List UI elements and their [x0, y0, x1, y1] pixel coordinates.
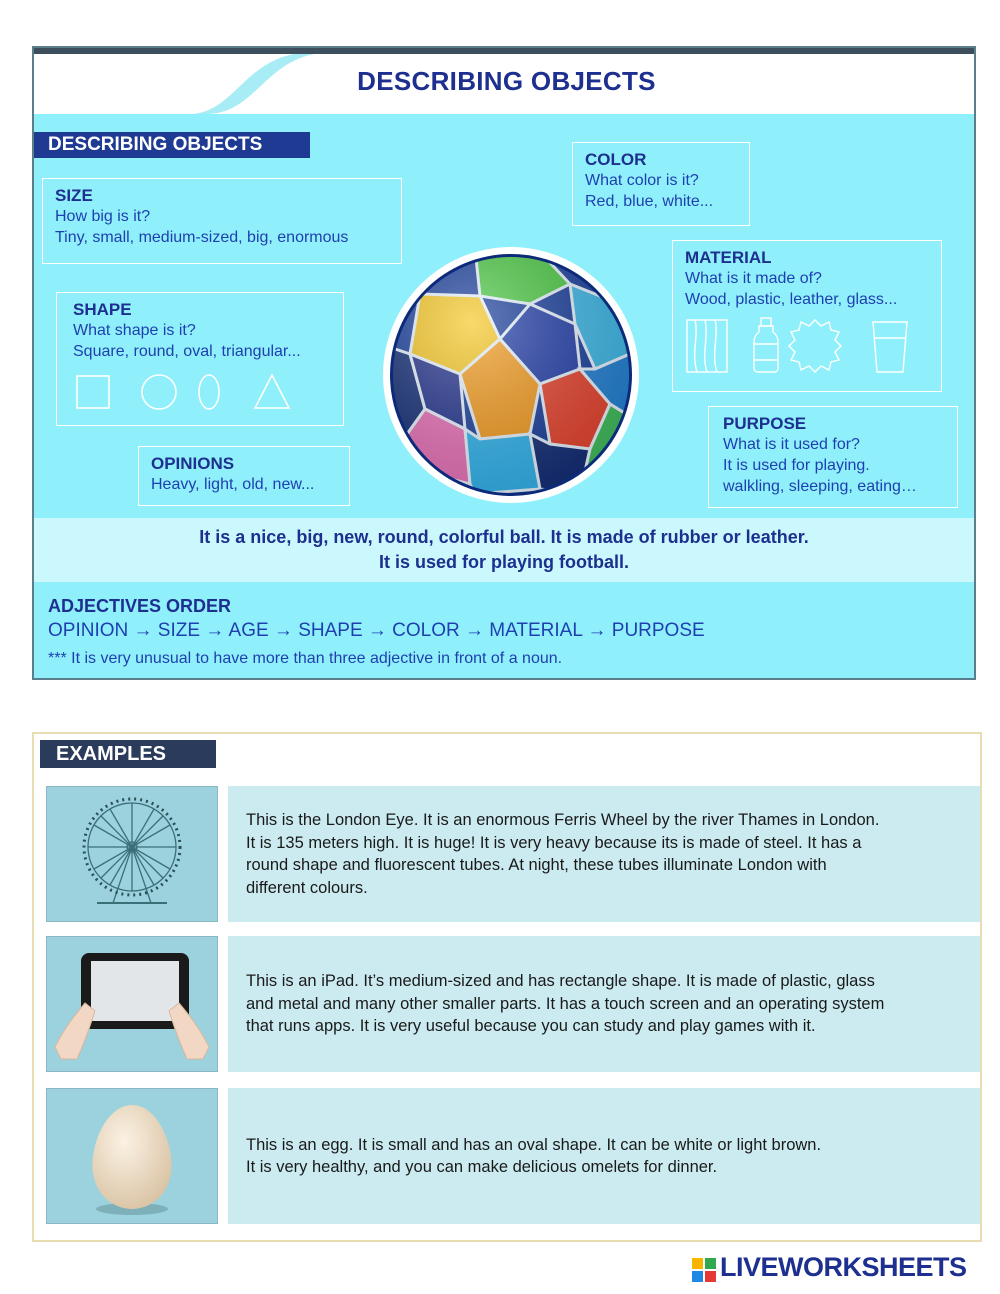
material-icons — [683, 316, 933, 378]
color-question: What color is it? — [585, 172, 699, 189]
material-heading: MATERIAL — [685, 248, 772, 267]
panel-header — [34, 48, 974, 114]
example-text-3: This is an egg. It is small and has an oval shape. It can be white or light brown. It is very healthy, and you can make delicious omelets for dinner. — [246, 1135, 822, 1176]
egg-icon — [47, 1089, 217, 1223]
color-box — [572, 142, 750, 226]
shape-examples: Square, round, oval, triangular... — [73, 343, 301, 360]
ipad-image — [46, 936, 218, 1072]
size-examples: Tiny, small, medium-sized, big, enormous — [55, 229, 349, 246]
material-examples: Wood, plastic, leather, glass... — [685, 291, 898, 308]
purpose-line1: It is used for playing. — [723, 457, 870, 474]
example-text-1: This is the London Eye. It is an enormous Ferris Wheel by the river Thames in London. It is 135 meters high. It is huge! It is very heavy because its is made of steel. It has a round shape and fluorescent tubes. At night, these tubes illuminate London with different colours. — [246, 811, 880, 897]
oval-icon — [199, 375, 219, 409]
section-title: DESCRIBING OBJECTS — [34, 132, 310, 158]
purpose-box — [708, 406, 958, 508]
material-question: What is it made of? — [685, 270, 822, 287]
size-heading: SIZE — [55, 186, 93, 205]
football-image — [380, 244, 642, 506]
opinions-examples: Heavy, light, old, new... — [151, 476, 315, 493]
adjectives-order-title: ADJECTIVES ORDER — [48, 596, 232, 616]
footer-brand: LIVEWORKSHEETS — [720, 1252, 967, 1282]
london-eye-image — [46, 786, 218, 922]
color-examples: Red, blue, white... — [585, 193, 714, 210]
color-heading: COLOR — [585, 150, 647, 169]
shape-box — [56, 292, 344, 426]
leather-icon — [789, 320, 841, 372]
example-egg — [228, 1088, 980, 1224]
examples-tab: EXAMPLES — [40, 740, 216, 768]
adjectives-order-sequence: OPINION → SIZE → AGE → SHAPE → COLOR → MATERIAL → PURPOSE — [48, 620, 705, 641]
examples-panel — [32, 732, 982, 1242]
circle-icon — [142, 375, 176, 409]
wood-icon — [687, 320, 727, 372]
purpose-heading: PURPOSE — [723, 414, 807, 433]
opinions-box — [138, 446, 350, 506]
example-text-2: This is an iPad. It’s medium-sized and has rectangle shape. It is made of plastic, glass and metal and many other smaller parts. It has a touch screen and an operating system that runs apps. It is very useful because you can study and play games with it. — [246, 972, 885, 1036]
adjectives-order-note: *** It is very unusual to have more than three adjective in front of a noun. — [48, 650, 563, 667]
page-title: DESCRIBING OBJECTS — [357, 66, 656, 96]
example-ipad — [228, 936, 980, 1072]
shape-question: What shape is it? — [73, 322, 196, 339]
opinions-heading: OPINIONS — [151, 454, 235, 473]
triangle-icon — [255, 375, 289, 408]
shape-icons — [67, 370, 307, 416]
size-box — [42, 178, 402, 264]
glass-icon — [873, 322, 907, 372]
sentence-line1: It is a nice, big, new, round, colorful ball. It is made of rubber or leather. — [199, 527, 809, 547]
purpose-question: What is it used for? — [723, 436, 860, 453]
size-question: How big is it? — [55, 208, 151, 225]
material-box — [672, 240, 942, 392]
tablet-icon — [47, 937, 217, 1071]
example-sentence — [34, 518, 974, 582]
ferris-wheel-icon — [47, 787, 217, 921]
sentence-line2: It is used for playing football. — [378, 552, 629, 572]
egg-image — [46, 1088, 218, 1224]
purpose-line2: walkling, sleeping, eating… — [723, 478, 917, 495]
describing-objects-panel — [32, 46, 976, 680]
liveworksheets-logo-icon — [692, 1258, 716, 1282]
shape-heading: SHAPE — [73, 300, 132, 319]
example-london-eye — [228, 786, 980, 922]
bottle-icon — [754, 318, 778, 372]
square-icon — [77, 376, 109, 408]
